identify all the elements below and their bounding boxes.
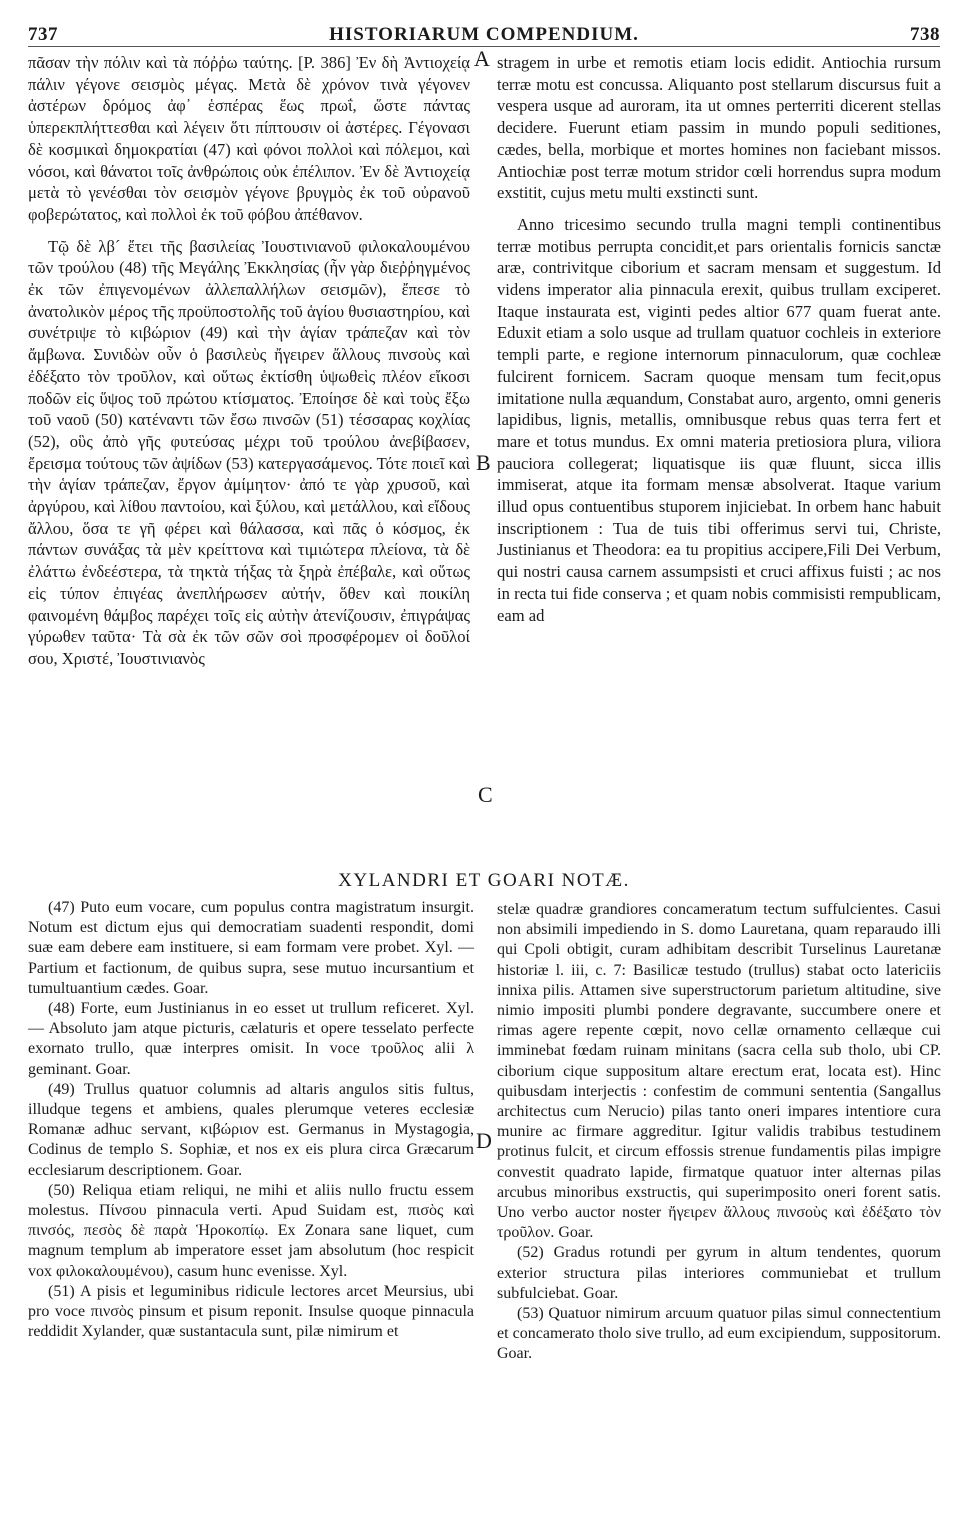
notes-left-column (28, 898, 474, 1342)
note-52: (52) Gradus rotundi per gyrum in altum tendentes, quorum exterior structura pilas interiores communiebat et trullum subfulciebat. Goar. (497, 1244, 941, 1302)
note-51: (51) A pisis et leguminibus ridicule lectores arcet Meursius, ubi pro voce πινσὸς pinsum et pisum reponit. Insulse quoque pinnacula reddidit Xylander, quæ sustantacula sunt, pilæ nimirum et (28, 1282, 474, 1341)
note-50: (50) Reliqua etiam reliqui, ne mihi et aliis nullo fructu essem molestus. Πίνσου pinnacula verti. Apud Suidam est, πισὸς καὶ πινσός, πεσὸς δὲ παρὰ Ἡροκοπίῳ. Ex Zonara sane liquet, cum magnum templum ab imperatore esset jam absolutum (hoc respicit vox φιλοκαλουμένου), casum hunc evenisse. Xyl. (28, 1181, 474, 1280)
margin-marker-d: D (476, 1128, 492, 1153)
page-header (28, 20, 940, 47)
note-48: (48) Forte, eum Justinianus in eo esset ut trullum reficeret. Xyl. — Absoluto jam atque picturis, cælaturis et opere tesselato perfecte exornato trullo, quæ interpres omisit. In voce τροῦλος alii λ geminant. Goar. (28, 1000, 474, 1078)
margin-marker-a: A (474, 46, 490, 71)
note-51-continued: stelæ quadræ grandiores concameratum tectum suffulcientes. Casui non absimili impediendo in S. domo Lauretana, quam reparaudo illi qui Cpoli obtigit, curam adhibitam describit Turselinus Lauretanæ historiæ l. iii, c. 7: Basilicæ testudo (trullus) stabat octo latericiis innixa pilis. Attamen sive superstructorum parietum altitudine, sive nimio impositi plumbi pondere degravante, succumbere onere et rimas agere repente cœpit, novo cellæ ornamento cellæque cui imminebat fœdam ruinam minitans (sacra cella sub tholo, ubi CP. ciborium cique suppositum altare erectum erat, locata est). Hinc quibusdam interjectis : confestim de communi sententia (Sangallus architectus cum Nerucio) pilas tanto oneri impares intentiore cura munire ac firmare aggreditur. Igitur validis trabibus testudinem protinus fulcit, et circum effossis strenue fundamentis pilas impigre convestit quadrato lapide, firmatque quatuor inter alternas pilas arcubus minoribus exstructis, qui superimposito oneri forent satis. Uno verbo auctor noster ἤγειρεν ἄλλους πινσοὺς καὶ ἐδέξατο τὸν τροῦλον. Goar. (497, 901, 941, 1242)
note-53: (53) Quatuor nimirum arcuum quatuor pilas simul connectentium et concamerato tholo sive trullo, ad eum excipiendum, suppositorum. Goar. (497, 1305, 941, 1363)
margin-marker-c: C (478, 782, 493, 807)
running-title: HISTORIARUM COMPENDIUM. (329, 24, 639, 45)
notes-right-column (497, 900, 941, 1365)
page-number-right: 738 (909, 24, 940, 45)
latin-paragraph-1: stragem in urbe et remotis etiam locis edidit. Antiochia rursum terræ motu est concussa. Aliquanto post stellarum discursus fuit a vespera usque ad auroram, ita ut omnes perterriti dicerent stellas decidere. Fuerunt etiam passim in mundo populi seditiones, cædes, bella, morbique et mortes homines non faciebant missos. Antiochiæ post terræ motum stridor cœli horrendus supra modum exstitit, cujus metu multi exstincti sunt. (497, 53, 941, 203)
margin-marker-b: B (476, 450, 491, 475)
greek-paragraph-2: Τῷ δὲ λβ´ ἔτει τῆς βασιλείας Ἰουστινιανοῦ φιλοκαλουμένου τῶν τρούλου (48) τῆς Μεγάλης Ἐκκλησίας (ἦν γὰρ διεῤῥηγμένος ἐκ τῶν ἐπιγενομένων ἀλλεπαλλήλων σεισμῶν), ἔπεσε τὸ ἀνατολικὸν μέρος τῆς προϋποστολῆς τοῦ ἁγίου θυσιαστηρίου, καὶ συνέτριψε τὸ κιβώριον (49) καὶ τὴν ἁγίαν τράπεζαν καὶ τὸν ἄμβωνα. Συνιδὼν οὖν ὁ βασιλεὺς ἤγειρεν ἄλλους πινσοὺς καὶ ἐδέξατο τὸν τροῦλον, καὶ οὕτως ἐκτίσθη ὑψωθεὶς πλέον εἴκοσι ποδῶν εἰς ὕψος τοῦ πρώτου κτίσματος. Ἐποίησε δὲ καὶ τοὺς ἔξω τοῦ ναοῦ (50) κατέναντι τῶν ἔσω πινσῶν (51) τέσσαρας κοχλίας (52), οὓς ἀπὸ γῆς φυτεύσας μέχρι τοῦ τρούλου ἀνεβίβασεν, ἔρεισμα τούτους τῶν ἀψίδων (53) κατεργασάμενος. Τότε ποιεῖ καὶ τὴν ἁγίαν τράπεζαν, ἔργον ἀμίμητον· ἀπό τε γὰρ χρυσοῦ, καὶ ἀργύρου, καὶ λίθου παντοίου, καὶ ξύλου, καὶ μετάλλου, καὶ εἴδους ἄλλου, ὅσα τε γῆ φέρει καὶ θάλασσα, καὶ πᾶς ὁ κόσμος, ἐκ πάντων συνάξας τὰ μὲν κρείττονα καὶ τιμιώτερα πλείονα, τὰ δὲ ἐλάττω ἐνδεέστερα, τὰ τηκτὰ τήξας τὰ ξηρὰ ἐπέβαλε, καὶ οὕτως εἰς τύπον ἐπιγέας ἀνεπλήρωσεν αὐτήν, ὅθεν καὶ ποικίλη φαινομένη θάμβος παρέχει τοῖς εἰς αὐτὴν ἀτενίζουσιν, ἐπιγράψας γύρωθεν ταῦτα· Τὰ σὰ ἐκ τῶν σῶν σοὶ προσφέρομεν οἱ δοῦλοί σου, Χριστέ, Ἰουστινιανὸς (28, 236, 470, 668)
latin-paragraph-2: Anno tricesimo secundo trulla magni templi continentibus terræ motibus perrupta concidit,et pars orientalis fornicis sanctæ aræ, contrivitque ciborium et sacram mensam et suggestum. Id videns imperator alia pinnacula erexit, quibus trullam exciperet. Itaque instaurata est, viginti pedes altior 677 quam fuerat ante. Eduxit etiam a solo usque ad trullam quatuor cochleis in exteriore templi parte, e regione internorum pinnaculorum, quæ cochleæ fulcirent fornicem. Sacram quoque mensam tum fecit,opus imitatione nulla æquandum, Constabat auro, argento, omni generis lapidibus, lignis, metallis, omnibusque rebus quas terra fert et mare et totus mundus. Ex omni materia pretiosiora plura, viliora pauciora collegerat; liquatisque iis quæ fluunt, sicca illis immiserat, atque ita formam mensæ absolverat. Itaque varium illud opus contuentibus stuporem injiciebat. In orbem hanc habuit inscriptionem : Tua de tuis tibi offerimus servi tui, Christe, Justinianus et Theodora: ea tu propitius accipere,Fili Dei Verbum, qui nostri causa carnem assumpsisti et cruci affixus fuisti ; ac nos in recta tui fide conserva ; et quam nobis commisisti rempublicam, eam ad (497, 214, 941, 625)
notes-heading: XYLANDRI ET GOARI NOTÆ. (338, 870, 630, 891)
page-number-left: 737 (28, 24, 58, 45)
note-49: (49) Trullus quatuor columnis ad altaris angulos sitis fultus, illudque tegens et ambiens, quales plerumque veteres ecclesiæ Romanæ adhuc servant, κιβώριον est. Germanus in Mystagogia, Codinus de templo S. Sophiæ, et nos ex eis plura circa Græcarum ecclesiarum descriptionem. Goar. (28, 1080, 474, 1179)
greek-paragraph-1: πᾶσαν τὴν πόλιν καὶ τὰ πόῤῥω ταύτης. [P. 386] Ἐν δὴ Ἀντιοχείᾳ πάλιν γέγονε σεισμὸς μέγας. Μετὰ δὲ χρόνον τινὰ γέγονεν ἀστέρων δρόμος ἀφ᾽ ἑσπέρας ἕως πρωΐ, ὥστε πάντας ὑπερεκπλήττεσθαι καὶ λέγειν ὅτι πίπτουσιν οἱ ἀστέρες. Γέγονασι δὲ κοσμικαὶ δημοκρατίαι (47) καὶ φόνοι πολλοὶ καὶ πόλεμοι, καὶ νόσοι, καὶ θάνατοι τοῖς ἀνθρώποις οὐκ ἐπέλιπον. Ἐν δὲ Ἀντιοχείᾳ μετὰ τὸ γενέσθαι τὸν σεισμὸν γέγονε βρυγμὸς ἐκ τοῦ οὐρανοῦ φοβερώτατος, καὶ πολλοὶ ἐκ τοῦ φόβου ἀπέθανον. (28, 53, 470, 224)
greek-text-column (28, 52, 470, 670)
note-47: (47) Puto eum vocare, cum populus contra magistratum insurgit. Notum est dictum ejus qui democratiam suadenti respondit, domi suæ eam debere eam instituere, si eam formam vere probet. Xyl. — Partium et factionum, de quibus supra, sese mutuo incursantium et tumultuantium cædes. Goar. (28, 899, 474, 997)
latin-text-column (497, 52, 941, 626)
